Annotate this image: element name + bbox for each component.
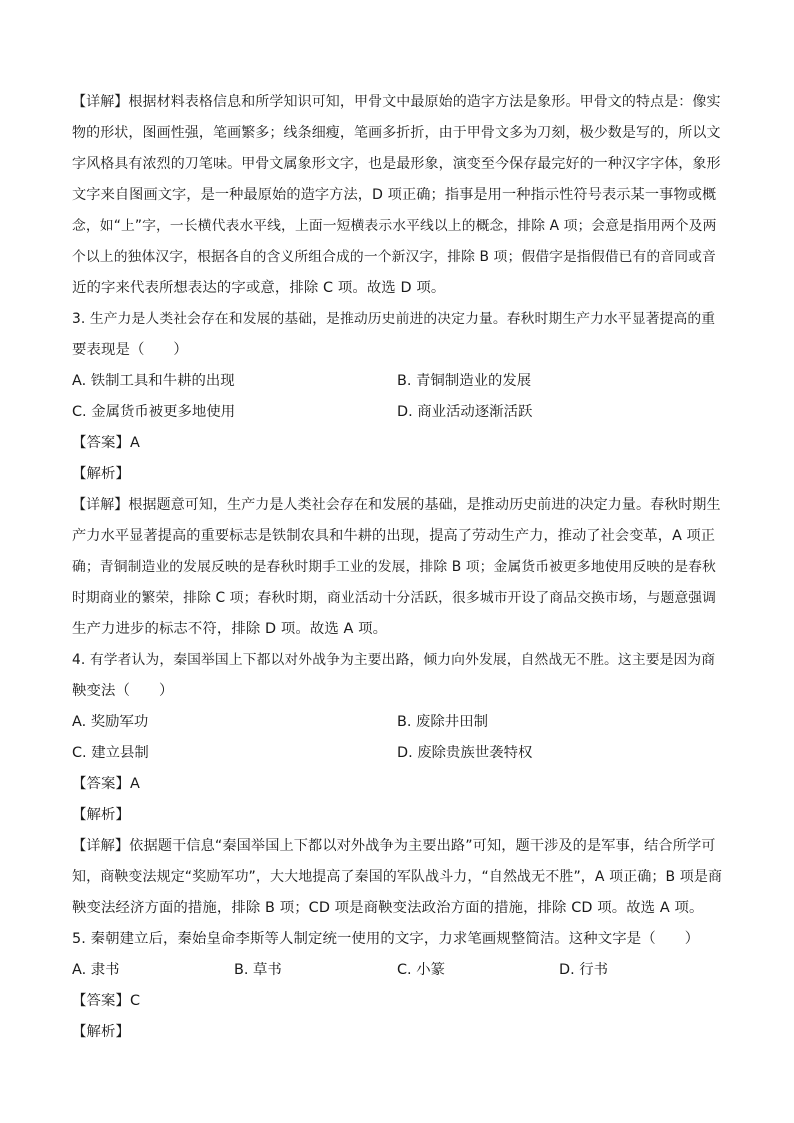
- q5-option-d: D. 行书: [559, 962, 609, 978]
- q3-analysis-heading: 【解析】: [72, 466, 130, 482]
- q3-stem-line-2: 要表现是（ ）: [72, 342, 188, 358]
- q4-option-c: C. 建立县制: [72, 745, 149, 761]
- q3-option-a: A. 铁制工具和牛耕的出现: [72, 373, 235, 389]
- q4-detail-line-2: 知，商鞅变法规定“奖励军功”，大大地提高了秦国的军队战斗力，“自然战无不胜”，A 项正确；B 项是商: [72, 869, 723, 885]
- q2-detail-line-2: 物的形状，图画性强，笔画繁多；线条细瘦，笔画多折折，由于甲骨文多为刀刻，极少数是写的，所以文: [72, 125, 721, 141]
- q3-option-b: B. 青铜制造业的发展: [397, 373, 532, 389]
- q3-detail-line-1: 【详解】根据题意可知，生产力是人类社会存在和发展的基础，是推动历史前进的决定力量。春秋时期生: [72, 497, 721, 513]
- q4-option-b: B. 废除井田制: [397, 714, 488, 730]
- q4-analysis-heading: 【解析】: [72, 807, 130, 823]
- q2-detail-line-1: 【详解】根据材料表格信息和所学知识可知，甲骨文中最原始的造字方法是象形。甲骨文的特点是：像实: [72, 94, 721, 110]
- q2-detail-line-5: 念，如“上”字，一长横代表水平线，上面一短横表示水平线以上的概念，排除 A 项；会意是指用两个及两: [72, 218, 717, 234]
- q3-stem-line-1: 3. 生产力是人类社会存在和发展的基础，是推动历史前进的决定力量。春秋时期生产力水平显著提高的重: [72, 311, 716, 327]
- q5-option-a: A. 隶书: [72, 962, 120, 978]
- q5-option-b: B. 草书: [234, 962, 282, 978]
- q4-detail-line-1: 【详解】依据题干信息“秦国举国上下都以对外战争为主要出路”可知，题干涉及的是军事，结合所学可: [72, 838, 716, 854]
- q4-stem-line-2: 鞅变法（ ）: [72, 683, 174, 699]
- q2-detail-line-4: 文字来自图画文字，是一种最原始的造字方法，D 项正确；指事是用一种指示性符号表示某一事物或概: [72, 187, 717, 203]
- q2-detail-line-6: 个以上的独体汉字，根据各自的含义所组合成的一个新汉字，排除 B 项；假借字是指假借已有的音同或音: [72, 249, 716, 265]
- q4-answer: 【答案】A: [72, 776, 140, 792]
- q4-stem-line-1: 4. 有学者认为，秦国举国上下都以对外战争为主要出路，倾力向外发展，自然战无不胜。这主要是因为商: [72, 652, 716, 668]
- q5-analysis-heading: 【解析】: [72, 1024, 130, 1040]
- q3-detail-line-5: 生产力进步的标志不符，排除 D 项。故选 A 项。: [72, 621, 388, 637]
- q5-option-c: C. 小篆: [397, 962, 445, 978]
- q3-detail-line-3: 确；青铜制造业的发展反映的是春秋时期手工业的发展，排除 B 项；金属货币被更多地使用反映的是春秋: [72, 559, 716, 575]
- q3-answer: 【答案】A: [72, 435, 140, 451]
- q4-option-d: D. 废除贵族世袭特权: [397, 745, 533, 761]
- q3-detail-line-4: 时期商业的繁荣，排除 C 项；春秋时期，商业活动十分活跃，很多城市开设了商品交换市场，与题意强调: [72, 590, 717, 606]
- q3-option-d: D. 商业活动逐渐活跃: [397, 404, 533, 420]
- q4-option-a: A. 奖励军功: [72, 714, 149, 730]
- q3-option-c: C. 金属货币被更多地使用: [72, 404, 236, 420]
- q3-detail-line-2: 产力水平显著提高的重要标志是铁制农具和牛耕的出现，提高了劳动生产力，推动了社会变革，A 项正: [72, 528, 716, 544]
- q2-detail-line-7: 近的字来代表所想表达的字或意，排除 C 项。故选 D 项。: [72, 280, 446, 296]
- q5-answer: 【答案】C: [72, 993, 141, 1009]
- q4-detail-line-3: 鞅变法经济方面的措施，排除 B 项；CD 项是商鞅变法政治方面的措施，排除 CD 项。故选 A 项。: [72, 900, 704, 916]
- q2-detail-line-3: 字风格具有浓烈的刀笔味。甲骨文属象形文字，也是最形象，演变至今保存最完好的一种汉字字体，象形: [72, 156, 721, 172]
- q5-stem: 5. 秦朝建立后，秦始皇命李斯等人制定统一使用的文字，力求笔画规整简洁。这种文字是（ ）: [72, 931, 700, 947]
